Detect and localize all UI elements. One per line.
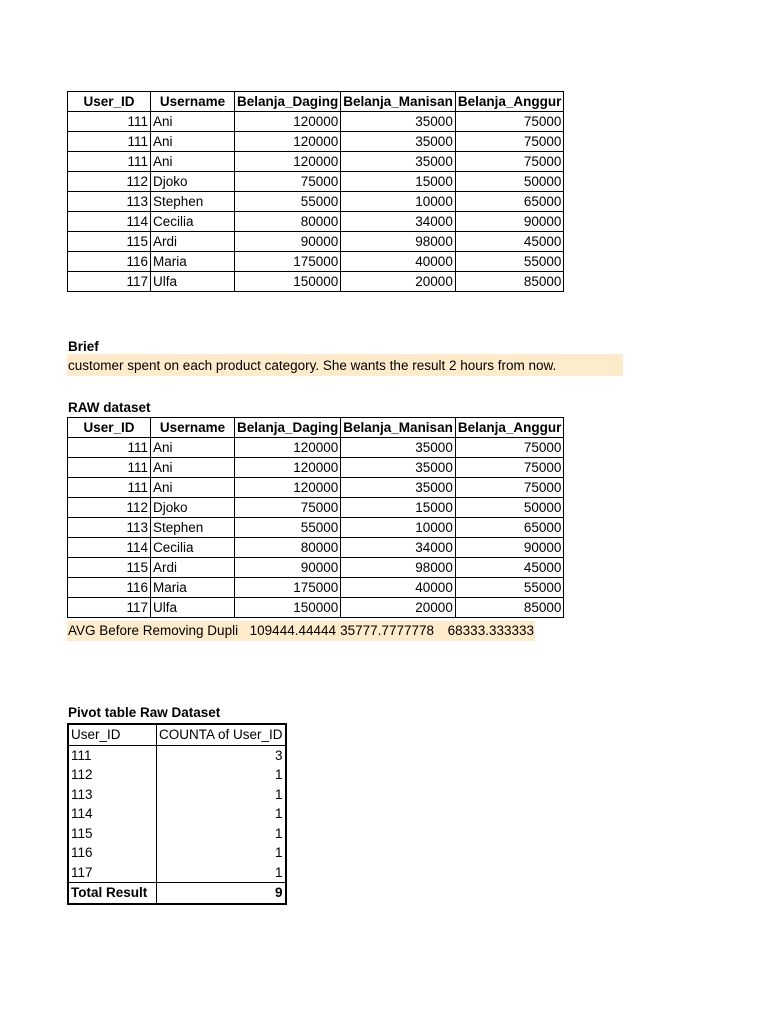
column-header-belanja-manisan[interactable]: Belanja_Manisan [341,92,456,112]
user-id-cell[interactable]: 111 [68,458,151,478]
username-cell[interactable]: Ani [151,458,235,478]
username-cell[interactable]: Djoko [151,498,235,518]
pivot-user-id-cell[interactable]: 115 [68,824,157,844]
belanja-daging-cell[interactable]: 80000 [235,538,341,558]
user-id-cell[interactable]: 112 [68,172,151,192]
username-cell[interactable]: Cecilia [151,538,235,558]
belanja-daging-cell[interactable]: 175000 [235,252,341,272]
column-header-username[interactable]: Username [151,92,235,112]
avg-label[interactable]: AVG Before Removing Dupli [68,623,239,638]
belanja-daging-cell[interactable]: 150000 [235,272,341,292]
belanja-anggur-cell[interactable]: 90000 [455,538,564,558]
belanja-anggur-cell[interactable]: 85000 [455,272,564,292]
pivot-count-cell[interactable]: 3 [157,745,286,765]
username-cell[interactable]: Ani [151,438,235,458]
belanja-anggur-cell[interactable]: 55000 [455,578,564,598]
belanja-manisan-cell[interactable]: 35000 [341,132,456,152]
belanja-anggur-cell[interactable]: 75000 [455,458,564,478]
table-row [68,478,564,498]
belanja-daging-cell[interactable]: 150000 [235,598,341,618]
username-cell[interactable]: Ulfa [151,272,235,292]
belanja-daging-cell[interactable]: 75000 [235,498,341,518]
pivot-user-id-cell[interactable]: 117 [68,863,157,883]
belanja-anggur-cell[interactable]: 75000 [455,152,564,172]
belanja-manisan-cell[interactable]: 98000 [341,232,456,252]
belanja-daging-cell[interactable]: 120000 [235,458,341,478]
pivot-count-cell[interactable]: 1 [157,804,286,824]
belanja-anggur-cell[interactable]: 45000 [455,232,564,252]
belanja-manisan-cell[interactable]: 35000 [341,478,456,498]
belanja-anggur-cell[interactable]: 65000 [455,518,564,538]
pivot-count-cell[interactable]: 1 [157,785,286,805]
table-row [68,192,564,212]
avg-value-manisan[interactable]: 35777.7777778 [340,623,434,638]
username-cell[interactable]: Ardi [151,232,235,252]
pivot-row [68,785,286,805]
pivot-row [68,843,286,863]
pivot-user-id-cell[interactable]: 111 [68,745,157,765]
pivot-header-counta[interactable]: COUNTA of User_ID [157,724,286,745]
pivot-row [68,824,286,844]
top-data-table [67,91,564,292]
table-row [68,438,564,458]
user-id-cell[interactable]: 113 [68,192,151,212]
table-row [68,598,564,618]
belanja-manisan-cell[interactable]: 20000 [341,598,456,618]
user-id-cell[interactable]: 117 [68,598,151,618]
pivot-user-id-cell[interactable]: 113 [68,785,157,805]
table-row [68,132,564,152]
pivot-user-id-cell[interactable]: 114 [68,804,157,824]
belanja-daging-cell[interactable]: 55000 [235,518,341,538]
belanja-daging-cell[interactable]: 75000 [235,172,341,192]
table-row [68,112,564,132]
avg-value-daging[interactable]: 109444.44444 [249,623,336,638]
pivot-total-value[interactable]: 9 [157,883,286,904]
belanja-anggur-cell[interactable]: 90000 [455,212,564,232]
pivot-count-cell[interactable]: 1 [157,765,286,785]
avg-row [67,621,535,641]
belanja-manisan-cell[interactable]: 15000 [341,172,456,192]
belanja-manisan-cell[interactable]: 98000 [341,558,456,578]
user-id-cell[interactable]: 115 [68,558,151,578]
username-cell[interactable]: Ani [151,112,235,132]
username-cell[interactable]: Ulfa [151,598,235,618]
raw-dataset-title: RAW dataset [68,400,151,415]
pivot-count-cell[interactable]: 1 [157,863,286,883]
belanja-manisan-cell[interactable]: 20000 [341,272,456,292]
pivot-header-user-id[interactable]: User_ID [68,724,157,745]
user-id-cell[interactable]: 116 [68,252,151,272]
belanja-manisan-cell[interactable]: 40000 [341,252,456,272]
pivot-title: Pivot table Raw Dataset [68,705,221,720]
user-id-cell[interactable]: 111 [68,152,151,172]
table-row [68,578,564,598]
user-id-cell[interactable]: 111 [68,438,151,458]
username-cell[interactable]: Stephen [151,518,235,538]
pivot-row [68,804,286,824]
pivot-count-cell[interactable]: 1 [157,824,286,844]
pivot-row [68,765,286,785]
column-header-user-id[interactable]: User_ID [68,418,151,438]
belanja-manisan-cell[interactable]: 34000 [341,538,456,558]
user-id-cell[interactable]: 115 [68,232,151,252]
user-id-cell[interactable]: 114 [68,538,151,558]
column-header-belanja-manisan[interactable]: Belanja_Manisan [341,418,456,438]
belanja-manisan-cell[interactable]: 15000 [341,498,456,518]
username-cell[interactable]: Ani [151,132,235,152]
belanja-manisan-cell[interactable]: 35000 [341,438,456,458]
belanja-anggur-cell[interactable]: 65000 [455,192,564,212]
header-row [68,418,564,438]
pivot-user-id-cell[interactable]: 112 [68,765,157,785]
table-row [68,498,564,518]
column-header-user-id[interactable]: User_ID [68,92,151,112]
belanja-manisan-cell[interactable]: 35000 [341,152,456,172]
column-header-belanja-daging[interactable]: Belanja_Daging [235,418,341,438]
belanja-daging-cell[interactable]: 80000 [235,212,341,232]
belanja-anggur-cell[interactable]: 50000 [455,172,564,192]
pivot-count-cell[interactable]: 1 [157,843,286,863]
belanja-daging-cell[interactable]: 120000 [235,112,341,132]
pivot-row [68,745,286,765]
pivot-row [68,863,286,883]
column-header-belanja-daging[interactable]: Belanja_Daging [235,92,341,112]
belanja-anggur-cell[interactable]: 75000 [455,478,564,498]
username-cell[interactable]: Ardi [151,558,235,578]
table-row [68,232,564,252]
username-cell[interactable]: Djoko [151,172,235,192]
username-cell[interactable]: Stephen [151,192,235,212]
belanja-manisan-cell[interactable]: 35000 [341,458,456,478]
belanja-anggur-cell[interactable]: 75000 [455,438,564,458]
belanja-daging-cell[interactable]: 90000 [235,232,341,252]
belanja-daging-cell[interactable]: 90000 [235,558,341,578]
table-row [68,558,564,578]
belanja-anggur-cell[interactable]: 50000 [455,498,564,518]
user-id-cell[interactable]: 117 [68,272,151,292]
user-id-cell[interactable]: 111 [68,112,151,132]
column-header-username[interactable]: Username [151,418,235,438]
pivot-header-row [68,724,286,745]
raw-data-table [67,417,564,618]
user-id-cell[interactable]: 114 [68,212,151,232]
table-row [68,458,564,478]
column-header-belanja-anggur[interactable]: Belanja_Anggur [455,92,564,112]
belanja-manisan-cell[interactable]: 10000 [341,192,456,212]
username-cell[interactable]: Ani [151,478,235,498]
pivot-user-id-cell[interactable]: 116 [68,843,157,863]
belanja-manisan-cell[interactable]: 34000 [341,212,456,232]
belanja-anggur-cell[interactable]: 75000 [455,132,564,152]
pivot-total-row [68,883,286,904]
username-cell[interactable]: Maria [151,578,235,598]
table-row [68,518,564,538]
user-id-cell[interactable]: 113 [68,518,151,538]
table-row [68,212,564,232]
table-row [68,538,564,558]
belanja-daging-cell[interactable]: 120000 [235,438,341,458]
table-row [68,272,564,292]
belanja-anggur-cell[interactable]: 45000 [455,558,564,578]
table-row [68,172,564,192]
belanja-daging-cell[interactable]: 175000 [235,578,341,598]
user-id-cell[interactable]: 116 [68,578,151,598]
brief-title: Brief [68,339,99,354]
column-header-belanja-anggur[interactable]: Belanja_Anggur [455,418,564,438]
username-cell[interactable]: Cecilia [151,212,235,232]
belanja-daging-cell[interactable]: 120000 [235,152,341,172]
belanja-manisan-cell[interactable]: 35000 [341,112,456,132]
belanja-manisan-cell[interactable]: 40000 [341,578,456,598]
belanja-daging-cell[interactable]: 55000 [235,192,341,212]
belanja-anggur-cell[interactable]: 75000 [455,112,564,132]
header-row [68,92,564,112]
table-row [68,152,564,172]
belanja-daging-cell[interactable]: 120000 [235,132,341,152]
pivot-table [67,723,287,905]
pivot-total-label[interactable]: Total Result [68,883,157,904]
username-cell[interactable]: Ani [151,152,235,172]
avg-value-anggur[interactable]: 68333.333333 [447,623,534,638]
user-id-cell[interactable]: 112 [68,498,151,518]
belanja-manisan-cell[interactable]: 10000 [341,518,456,538]
belanja-anggur-cell[interactable]: 55000 [455,252,564,272]
belanja-daging-cell[interactable]: 120000 [235,478,341,498]
user-id-cell[interactable]: 111 [68,478,151,498]
brief-cell[interactable] [67,354,623,376]
belanja-anggur-cell[interactable]: 85000 [455,598,564,618]
username-cell[interactable]: Maria [151,252,235,272]
user-id-cell[interactable]: 111 [68,132,151,152]
brief-text: customer spent on each product category. She wants the result 2 hours from now. [68,358,557,373]
table-row [68,252,564,272]
